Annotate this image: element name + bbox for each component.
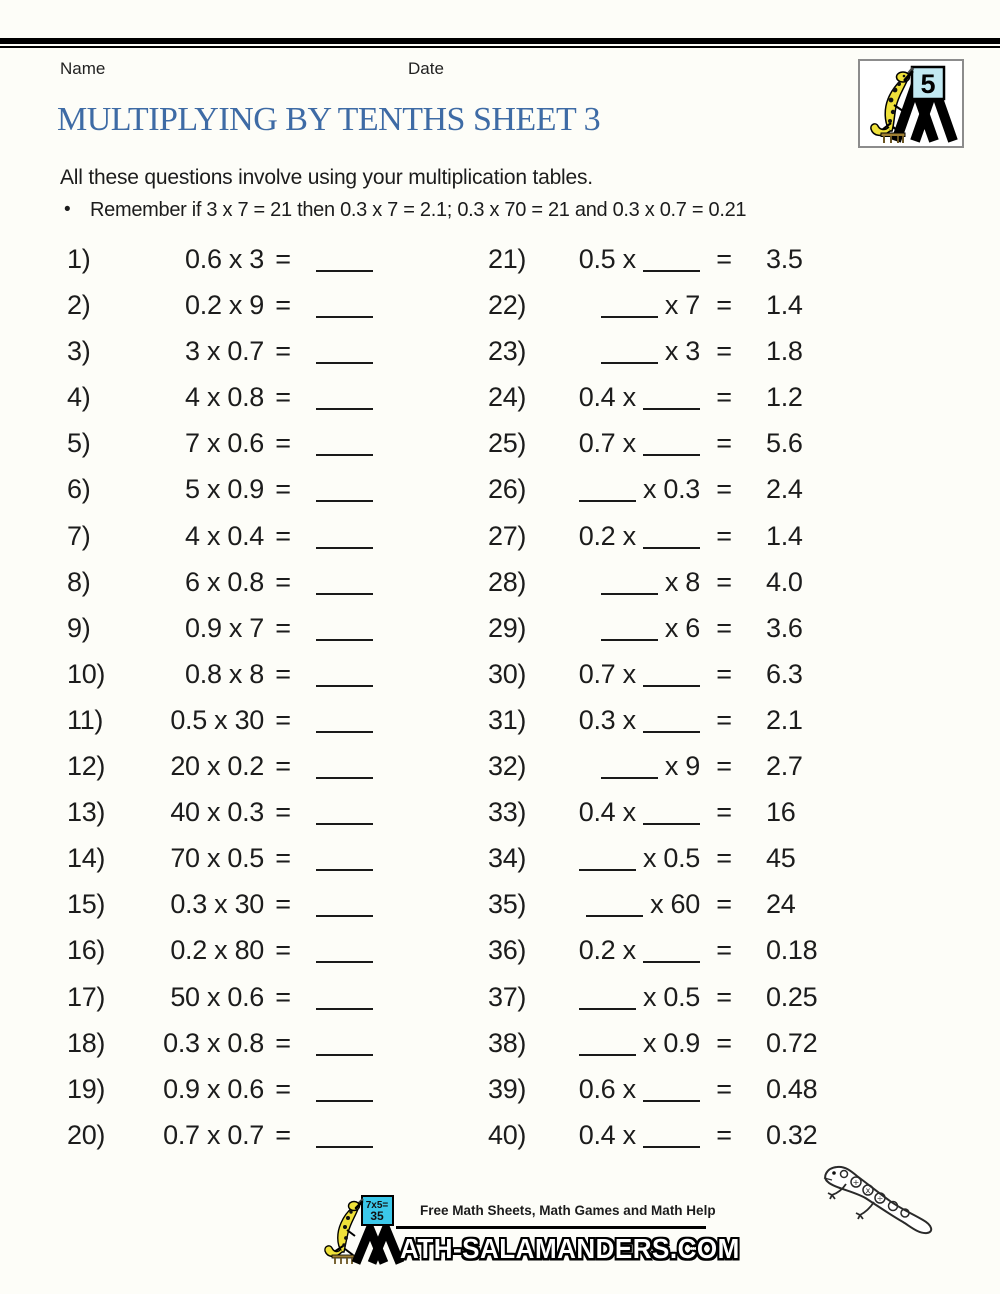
problem-row: [0, 374, 1000, 420]
problem-expression: 0.6 x: [528, 1066, 700, 1112]
equals-sign: =: [275, 889, 291, 920]
answer-blank-line: [316, 454, 373, 456]
answer-blank-line: [316, 915, 373, 917]
problem-number: 23): [488, 336, 527, 367]
answer-blank-line: [316, 270, 373, 272]
missing-factor-blank: [579, 869, 636, 871]
stool: [881, 133, 905, 137]
problem-row: [0, 1020, 1000, 1066]
answer-blank-line: [316, 500, 373, 502]
problem-answer: 0.32: [766, 1119, 818, 1150]
footer-tagline: Free Math Sheets, Math Games and Math Help: [420, 1203, 716, 1218]
missing-factor-blank: [601, 639, 658, 641]
answer-blank-line: [316, 961, 373, 963]
problem-number: 18): [67, 1027, 106, 1058]
problem-answer: 16: [766, 797, 796, 828]
equals-sign: =: [275, 658, 291, 689]
equals-sign: =: [275, 704, 291, 735]
answer-blank-line: [316, 1100, 373, 1102]
problem-number: 3): [67, 336, 91, 367]
board-line1: 7x5=: [365, 1200, 389, 1211]
equals-sign: =: [275, 566, 291, 597]
problem-number: 16): [67, 935, 106, 966]
answer-blank: [316, 743, 373, 789]
top-rule-thin: [0, 46, 1000, 48]
problem-expression: 4 x 0.4: [185, 520, 264, 551]
footer-wordmark-m-icon: [352, 1225, 404, 1270]
equals-sign: =: [716, 244, 732, 274]
answer-blank: [316, 605, 373, 651]
problem-expression: 0.5 x: [528, 236, 700, 282]
problem-expression: 0.4 x: [528, 789, 700, 835]
problem-row: [0, 835, 1000, 881]
problem-answer: 4.0: [766, 566, 803, 597]
equals-sign: =: [275, 244, 291, 274]
problem-expression: 0.7 x 0.7: [163, 1119, 264, 1150]
problem-number: 28): [488, 566, 527, 597]
answer-blank: [316, 374, 373, 420]
problem-answer: 1.4: [766, 520, 803, 551]
problem-answer: 0.18: [766, 935, 818, 966]
problem-row: [0, 927, 1000, 973]
problem-expression: x 0.5: [528, 974, 700, 1020]
svg-text:x: x: [865, 1186, 871, 1195]
equals-sign: =: [275, 290, 291, 321]
problem-number: 33): [488, 797, 527, 828]
problem-number: 10): [67, 658, 106, 689]
problem-expression: 0.2 x 9: [185, 290, 264, 321]
problems-grid: [0, 236, 1000, 1158]
problem-number: 25): [488, 428, 527, 459]
problem-row: [0, 881, 1000, 927]
missing-factor-blank: [579, 1008, 636, 1010]
problem-number: 15): [67, 889, 106, 920]
equals-sign: =: [716, 889, 732, 920]
missing-factor-blank: [643, 1100, 700, 1102]
eye-dot: [832, 1171, 836, 1175]
equals-sign: =: [275, 336, 291, 367]
footer-rule: [396, 1226, 706, 1229]
equals-sign: =: [275, 382, 291, 413]
problem-number: 1): [67, 244, 91, 274]
problem-expression: 0.9 x 0.6: [163, 1073, 264, 1104]
problem-number: 27): [488, 520, 527, 551]
page-title: MULTIPLYING BY TENTHS SHEET 3: [57, 101, 601, 138]
problem-expression: x 6: [528, 605, 700, 651]
problem-expression: 4 x 0.8: [185, 382, 264, 413]
problem-row: [0, 1112, 1000, 1158]
equals-sign: =: [716, 382, 732, 413]
problem-expression: x 3: [528, 328, 700, 374]
problem-answer: 0.72: [766, 1027, 818, 1058]
equals-sign: =: [275, 1027, 291, 1058]
answer-blank-line: [316, 1008, 373, 1010]
problem-answer: 0.25: [766, 981, 818, 1012]
svg-text:+: +: [852, 1178, 860, 1187]
answer-blank: [316, 466, 373, 512]
problem-expression: 40 x 0.3: [170, 797, 264, 828]
missing-factor-blank: [643, 961, 700, 963]
name-label: Name: [60, 59, 106, 78]
equals-sign: =: [275, 474, 291, 505]
missing-factor-blank: [579, 500, 636, 502]
problem-row: [0, 1066, 1000, 1112]
problem-answer: 2.7: [766, 751, 803, 782]
problem-expression: x 7: [528, 282, 700, 328]
equals-sign: =: [716, 658, 732, 689]
problem-number: 9): [67, 612, 91, 643]
equals-sign: =: [716, 290, 732, 321]
answer-blank-line: [316, 685, 373, 687]
problem-answer: 2.4: [766, 474, 803, 505]
problem-expression: 50 x 0.6: [170, 981, 264, 1012]
equals-sign: =: [275, 751, 291, 782]
salamander-board-icon: [860, 61, 962, 146]
problem-row: [0, 697, 1000, 743]
missing-factor-blank: [643, 823, 700, 825]
problem-expression: 0.2 x 80: [170, 935, 264, 966]
equals-sign: =: [716, 612, 732, 643]
problem-expression: 7 x 0.6: [185, 428, 264, 459]
answer-blank: [316, 789, 373, 835]
problem-expression: x 0.3: [528, 466, 700, 512]
board-line2: 35: [370, 1209, 384, 1223]
problem-expression: 3 x 0.7: [185, 336, 264, 367]
answer-blank: [316, 697, 373, 743]
missing-factor-blank: [643, 731, 700, 733]
answer-blank-line: [316, 639, 373, 641]
problem-expression: 0.3 x 0.8: [163, 1027, 264, 1058]
top-rule-thick: [0, 38, 1000, 44]
equals-sign: =: [716, 935, 732, 966]
answer-blank: [316, 513, 373, 559]
problem-expression: 0.7 x: [528, 651, 700, 697]
problem-number: 13): [67, 797, 106, 828]
problem-expression: 0.4 x: [528, 374, 700, 420]
equals-sign: =: [275, 843, 291, 874]
problem-expression: x 0.9: [528, 1020, 700, 1066]
answer-blank: [316, 881, 373, 927]
answer-blank: [316, 651, 373, 697]
problem-answer: 45: [766, 843, 796, 874]
problem-expression: 0.3 x: [528, 697, 700, 743]
missing-factor-blank: [601, 316, 658, 318]
answer-blank-line: [316, 777, 373, 779]
problem-number: 8): [67, 566, 91, 597]
problem-row: [0, 743, 1000, 789]
intro-text: All these questions involve using your multiplication tables.: [60, 166, 593, 189]
answer-blank-line: [316, 362, 373, 364]
problem-expression: 0.5 x 30: [170, 704, 264, 735]
problem-expression: 0.3 x 30: [170, 889, 264, 920]
missing-factor-blank: [643, 1146, 700, 1148]
card-number: 5: [920, 69, 936, 99]
equals-sign: =: [716, 797, 732, 828]
problem-number: 6): [67, 474, 91, 505]
missing-factor-blank: [643, 685, 700, 687]
problem-answer: 5.6: [766, 428, 803, 459]
answer-blank-line: [316, 731, 373, 733]
gecko-icon: [816, 1160, 938, 1247]
problem-number: 32): [488, 751, 527, 782]
equals-sign: =: [716, 1027, 732, 1058]
problem-expression: 0.8 x 8: [185, 658, 264, 689]
problem-number: 7): [67, 520, 91, 551]
problem-number: 24): [488, 382, 527, 413]
answer-blank-line: [316, 593, 373, 595]
problem-expression: 0.7 x: [528, 420, 700, 466]
problem-number: 22): [488, 290, 527, 321]
problem-row: [0, 559, 1000, 605]
problem-number: 14): [67, 843, 106, 874]
problem-expression: 0.6 x 3: [185, 244, 264, 274]
problem-answer: 2.1: [766, 704, 803, 735]
answer-blank-line: [316, 823, 373, 825]
problem-number: 2): [67, 290, 91, 321]
problem-expression: 0.2 x: [528, 513, 700, 559]
problem-expression: 0.4 x: [528, 1112, 700, 1158]
problem-expression: 6 x 0.8: [185, 566, 264, 597]
equals-sign: =: [275, 935, 291, 966]
problem-number: 5): [67, 428, 91, 459]
equals-sign: =: [275, 1073, 291, 1104]
equals-sign: =: [716, 843, 732, 874]
answer-blank-line: [316, 316, 373, 318]
problem-expression: 70 x 0.5: [170, 843, 264, 874]
missing-factor-blank: [601, 362, 658, 364]
problem-answer: 6.3: [766, 658, 803, 689]
problem-answer: 1.4: [766, 290, 803, 321]
problem-number: 34): [488, 843, 527, 874]
problem-row: [0, 282, 1000, 328]
equals-sign: =: [716, 1073, 732, 1104]
answer-blank: [316, 282, 373, 328]
equals-sign: =: [275, 520, 291, 551]
problem-expression: 0.2 x: [528, 927, 700, 973]
problem-number: 4): [67, 382, 91, 413]
answer-blank: [316, 1112, 373, 1158]
equals-sign: =: [716, 336, 732, 367]
svg-text:÷: ÷: [876, 1194, 884, 1203]
answer-blank-line: [316, 547, 373, 549]
equals-sign: =: [716, 566, 732, 597]
missing-factor-blank: [643, 547, 700, 549]
answer-blank-line: [316, 1054, 373, 1056]
eye-dot: [903, 75, 906, 78]
problem-row: [0, 605, 1000, 651]
equals-sign: =: [716, 428, 732, 459]
problem-number: 12): [67, 751, 106, 782]
missing-factor-blank: [643, 454, 700, 456]
equals-sign: =: [716, 981, 732, 1012]
equals-sign: =: [716, 704, 732, 735]
answer-blank: [316, 927, 373, 973]
problem-number: 35): [488, 889, 527, 920]
missing-factor-blank: [586, 915, 643, 917]
equals-sign: =: [275, 428, 291, 459]
problem-answer: 1.8: [766, 336, 803, 367]
footer-wordmark: ATH-SALAMANDERS.COM: [400, 1233, 740, 1265]
problem-expression: 20 x 0.2: [170, 751, 264, 782]
problem-number: 39): [488, 1073, 527, 1104]
missing-factor-blank: [643, 270, 700, 272]
answer-blank: [316, 420, 373, 466]
problem-expression: x 0.5: [528, 835, 700, 881]
problem-number: 29): [488, 612, 527, 643]
problem-row: [0, 974, 1000, 1020]
problem-number: 31): [488, 704, 527, 735]
problem-number: 11): [67, 704, 104, 735]
problem-number: 17): [67, 981, 106, 1012]
problem-expression: x 9: [528, 743, 700, 789]
missing-factor-blank: [601, 593, 658, 595]
sheet-logo-box: [858, 59, 964, 148]
problem-expression: 5 x 0.9: [185, 474, 264, 505]
problem-answer: 0.48: [766, 1073, 818, 1104]
problem-number: 26): [488, 474, 527, 505]
missing-factor-blank: [601, 777, 658, 779]
problem-answer: 24: [766, 889, 796, 920]
problem-expression: x 8: [528, 559, 700, 605]
equals-sign: =: [716, 520, 732, 551]
equals-sign: =: [716, 751, 732, 782]
answer-blank: [316, 1066, 373, 1112]
problem-expression: 0.9 x 7: [185, 612, 264, 643]
problem-row: [0, 420, 1000, 466]
problem-number: 20): [67, 1119, 106, 1150]
problem-number: 30): [488, 658, 527, 689]
problem-number: 40): [488, 1119, 527, 1150]
equals-sign: =: [275, 612, 291, 643]
problem-expression: x 60: [528, 881, 700, 927]
answer-blank-line: [316, 869, 373, 871]
equals-sign: =: [716, 1119, 732, 1150]
answer-blank: [316, 974, 373, 1020]
missing-factor-blank: [643, 408, 700, 410]
problem-number: 38): [488, 1027, 527, 1058]
problem-row: [0, 466, 1000, 512]
problem-number: 19): [67, 1073, 106, 1104]
problem-row: [0, 789, 1000, 835]
reminder-text: Remember if 3 x 7 = 21 then 0.3 x 7 = 2.1; 0.3 x 70 = 21 and 0.3 x 0.7 = 0.21: [90, 199, 747, 221]
problem-row: [0, 651, 1000, 697]
missing-factor-blank: [579, 1054, 636, 1056]
problem-row: [0, 236, 1000, 282]
answer-blank-line: [316, 408, 373, 410]
problem-answer: 3.5: [766, 244, 803, 274]
problem-answer: 1.2: [766, 382, 803, 413]
problem-answer: 3.6: [766, 612, 803, 643]
answer-blank: [316, 236, 373, 282]
answer-blank: [316, 835, 373, 881]
date-label: Date: [408, 59, 444, 78]
answer-blank: [316, 1020, 373, 1066]
problem-row: [0, 328, 1000, 374]
bullet-dot: •: [64, 199, 71, 220]
equals-sign: =: [275, 981, 291, 1012]
answer-blank: [316, 559, 373, 605]
equals-sign: =: [275, 797, 291, 828]
answer-blank-line: [316, 1146, 373, 1148]
problem-number: 21): [488, 244, 527, 274]
equals-sign: =: [275, 1119, 291, 1150]
answer-blank: [316, 328, 373, 374]
problem-row: [0, 513, 1000, 559]
problem-number: 37): [488, 981, 527, 1012]
problem-number: 36): [488, 935, 527, 966]
equals-sign: =: [716, 474, 732, 505]
